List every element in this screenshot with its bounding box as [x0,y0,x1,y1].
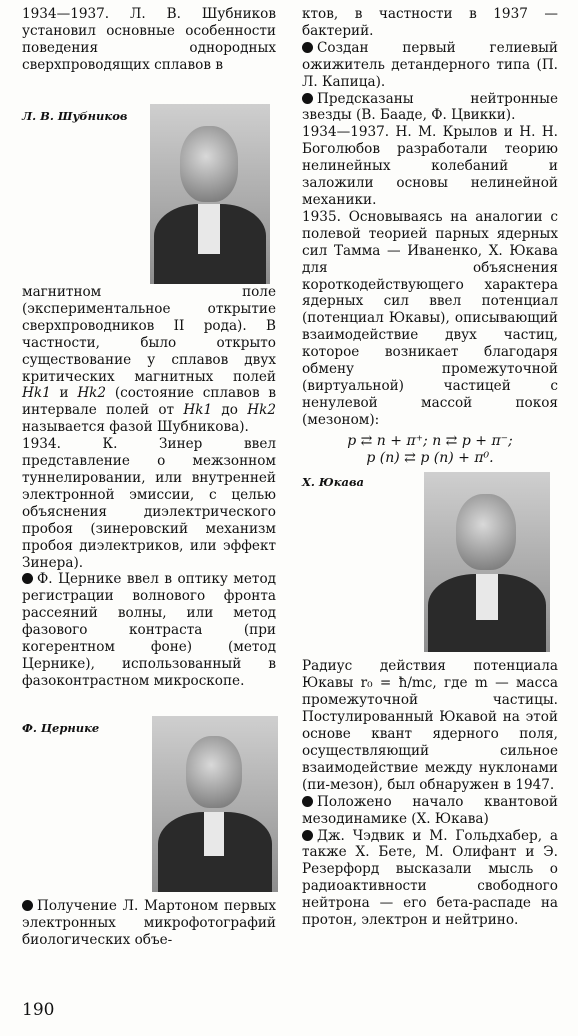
portrait-zernike [152,716,278,892]
caption-zernike: Ф. Цернике [22,720,100,735]
portrait-yukawa [424,472,550,652]
page-number: 190 [22,1000,55,1020]
paragraph-zener: 1934. К. Зинер ввел представление о межзонном туннелировании, или внутренней электронной эмиссии, с целью объяснения диэлектрического пробоя (зинеровский механизм пробоя диэлектриков, или эффект Зинера). [22,436,276,571]
paragraph-marton: Получение Л. Мартоном первых электронных микрофотографий биологических объе- [22,897,276,948]
bullet-icon [302,42,313,53]
bullet-icon [302,796,313,807]
left-column [22,6,276,948]
caption-yukawa: Х. Юкава [302,475,364,490]
right-column [302,6,558,929]
symbol-hk2: Hk2 [77,385,107,402]
paragraph-krylov-bogolyubov: 1934—1937. Н. М. Крылов и Н. Н. Боголюбов разработали теорию нелинейных колебаний и заложили основы нелинейной механики. [302,124,558,208]
paragraph-shubnikov-intro: 1934—1937. Л. В. Шубников установил основные особенности поведения однородных сверхпроводящих сплавов в [22,6,276,73]
portrait-block-yukawa [302,472,558,658]
paragraph-yukawa-radius: Радиус действия потенциала Юкавы r₀ = ħ/mc, где m — масса промежуточной частицы. Постулированный Юкавой на этой основе квант ядерного поля, осуществляющий сильное взаимодействие между нуклонами (пи-мезон), был обнаружен в 1947. [302,658,558,793]
bullet-icon [302,93,313,104]
paragraph-shubnikov-phase: магнитном поле (экспериментальное открытие сверхпроводников II рода). В частности, было открыто существование у сплавов двух критических магнитных полей Hk1 и Hk2 (состояние сплавов в интервале полей от Hk1 до Hk2 называется фазой Шубникова). [22,284,277,436]
bullet-icon [22,900,33,911]
paragraph-zernike: Ф. Цернике ввел в оптику метод регистрации волнового фронта рассеяний волны, или метод фазового контраста (при когерентном фоне) (метод Цернике), использованный в фазоконтрастном микроскопе. [22,571,276,689]
portrait-block-zernike [22,716,276,898]
paragraph-neutron-decay: Дж. Чэдвик и М. Гольдхабер, а также Х. Бете, М. Олифант и Э. Резерфорд высказали мысль о радиоактивности свободного нейтрона — его бета-распаде на протон, электрон и нейтрино. [302,827,558,929]
symbol-hk1: Hk1 [22,385,51,402]
paragraph-bacteria: ктов, в частности в 1937 — бактерий. [302,6,558,39]
paragraph-mesodynamics: Положено начало квантовой мезодинамике (Х. Юкава) [302,793,558,827]
formula-2: p (n) ⇄ p (n) + π⁰. [366,449,494,466]
formula-1: p ⇄ n + π⁺; n ⇄ p + π⁻; [347,432,513,449]
portrait-block-shubnikov [22,104,276,294]
paragraph-yukawa: 1935. Основываясь на аналогии с полевой теорией парных ядерных сил Тамма — Иваненко, Х. Юкава для объяснения короткодействующего характера ядерных сил ввел потенциал (потенциал Юкавы), описывающий взаимодействие двух частиц, которое возникает благодаря обмену промежуточной (виртуальной) частицей с ненулевой массой покоя (мезоном): [302,208,558,428]
paragraph-neutron-stars: Предсказаны нейтронные звезды (В. Бааде, Ф. Цвикки). [302,90,558,124]
paragraph-kapitsa: Создан первый гелиевый ожижитель детандерного типа (П. Л. Капица). [302,39,558,90]
portrait-shubnikov [150,104,270,284]
bullet-icon [22,573,33,584]
bullet-icon [302,830,313,841]
caption-shubnikov: Л. В. Шубников [22,109,128,123]
